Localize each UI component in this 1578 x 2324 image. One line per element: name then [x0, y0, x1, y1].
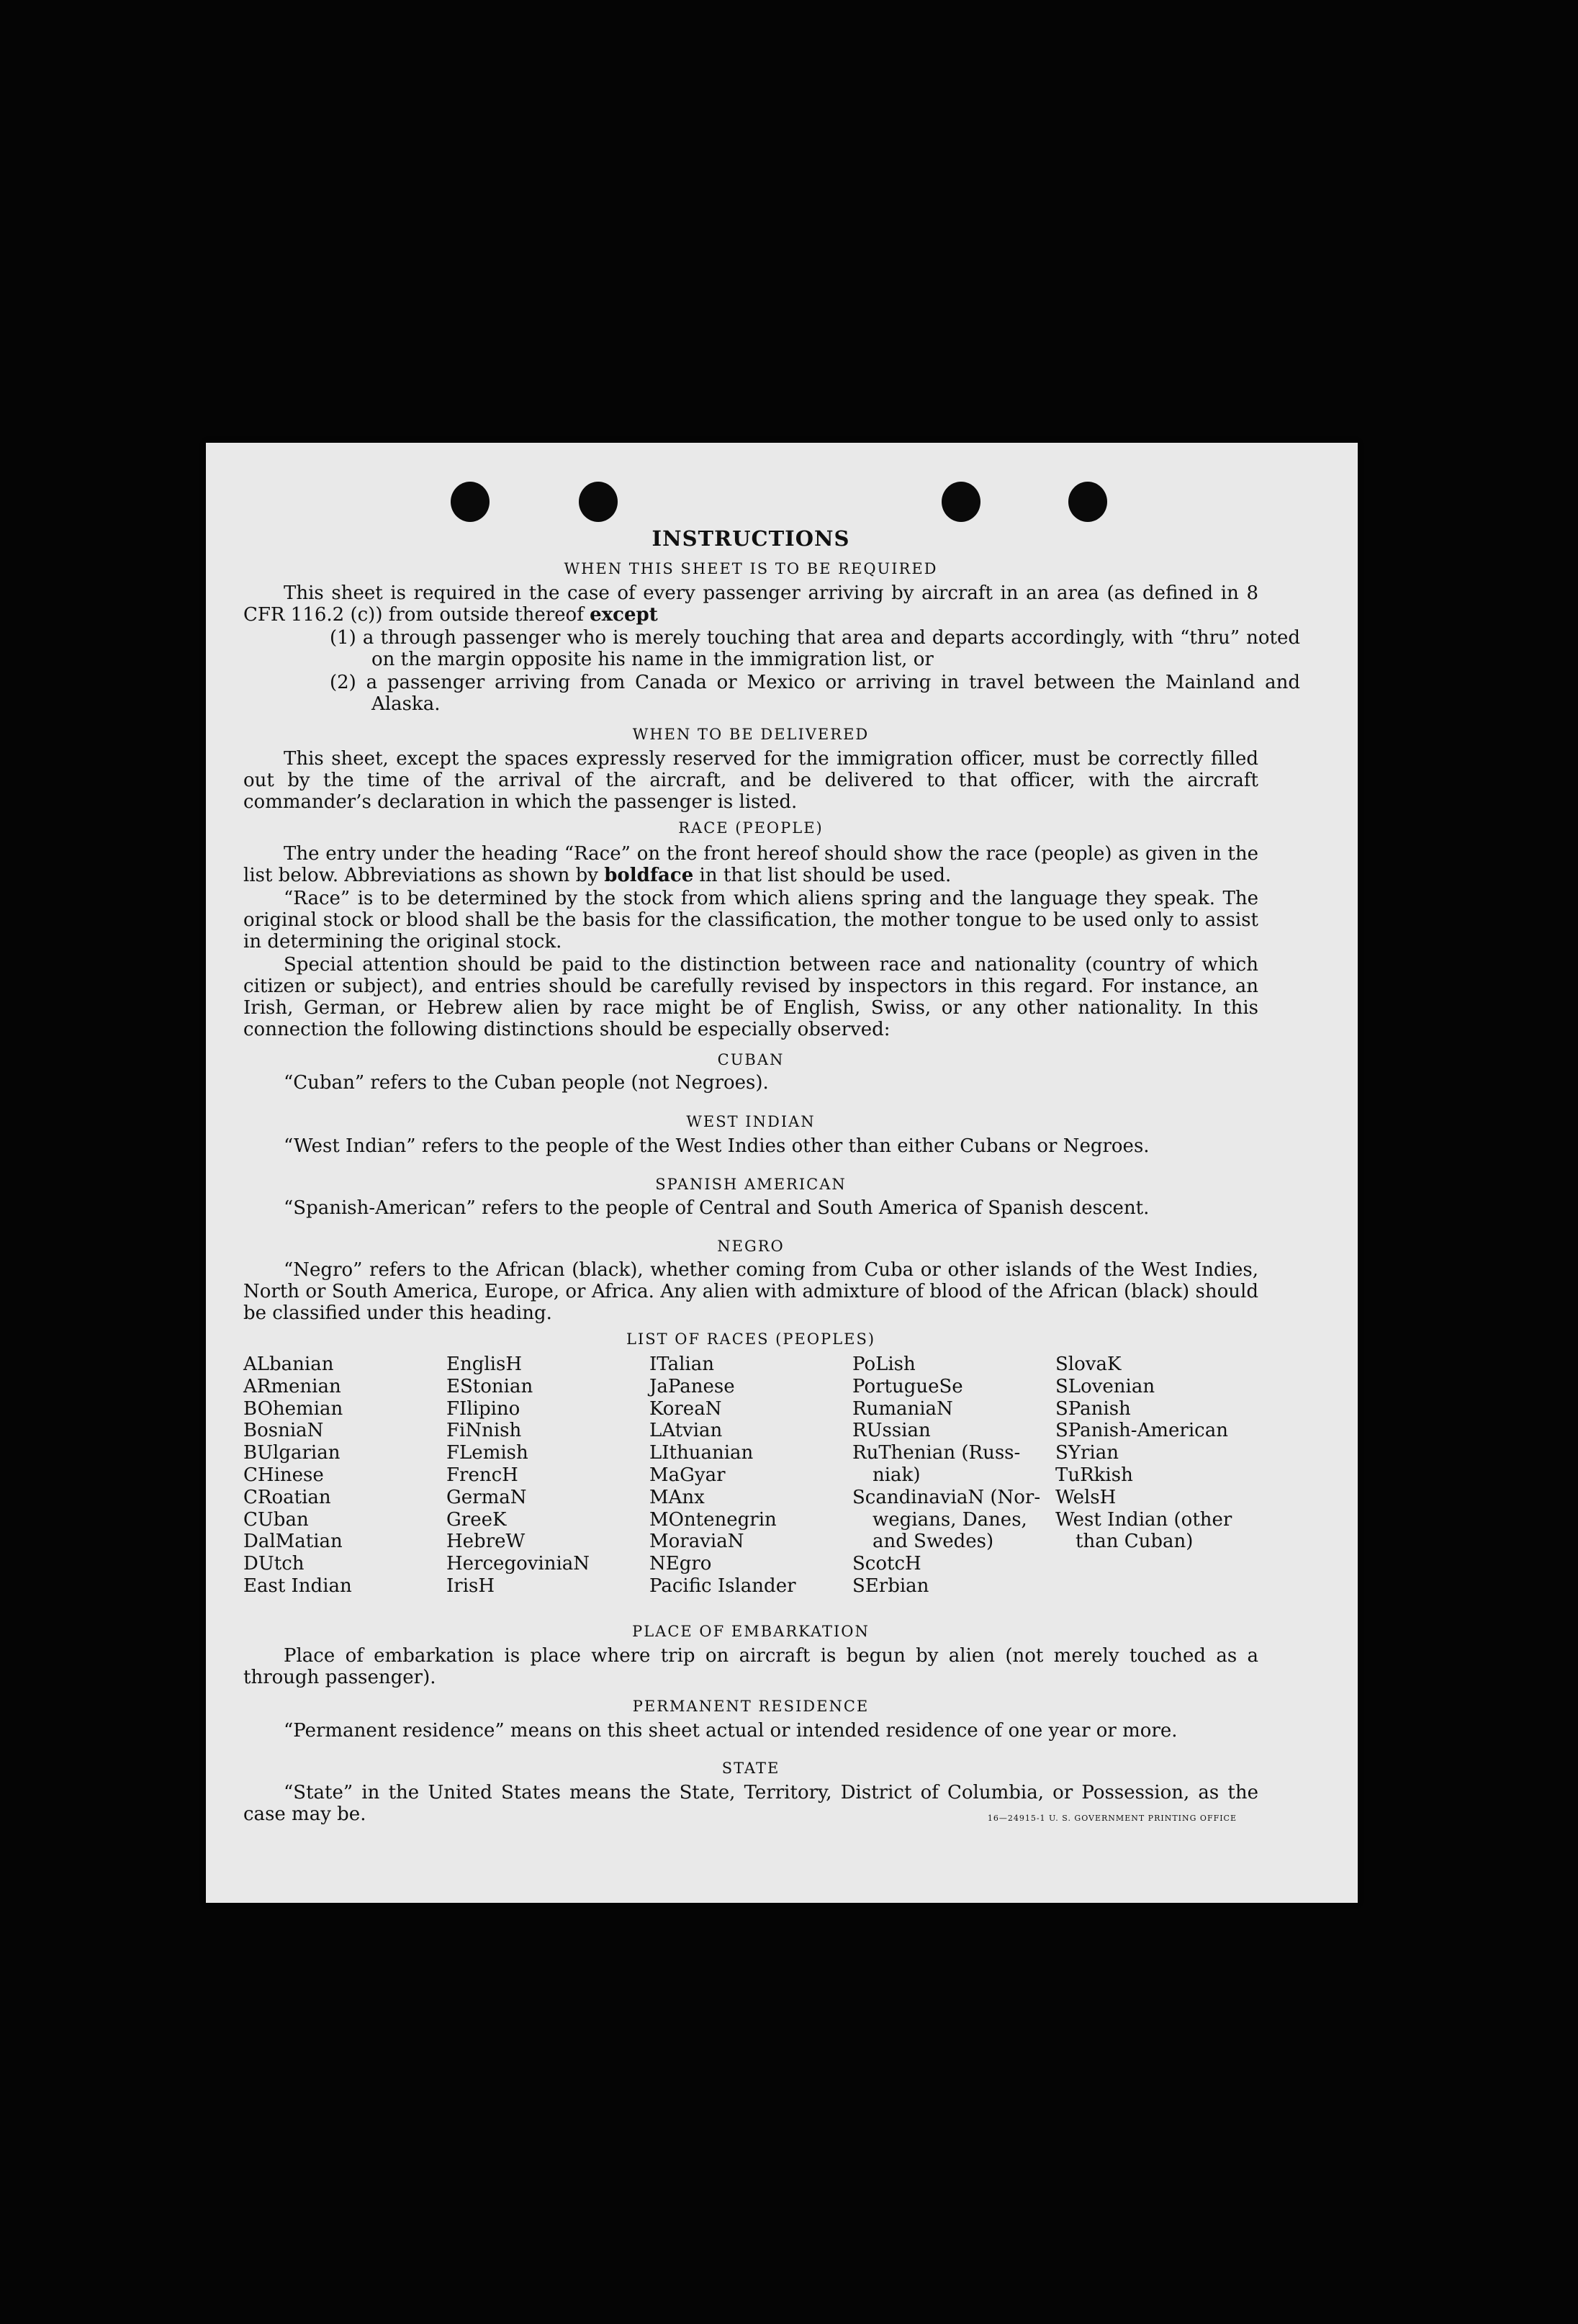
race-column: [446, 1354, 649, 1598]
race-column: [1055, 1354, 1258, 1598]
race-entry: BUlgarian: [243, 1442, 341, 1464]
race-entry: MAnx: [649, 1486, 705, 1508]
race-entry: ScotcH: [852, 1553, 921, 1575]
race-entry: MoraviaN: [649, 1531, 744, 1553]
para-when-required: This sheet is required in the case of every passenger arriving by aircraft in an area (as defined in 8 CFR 116.2 (c)) from outside thereof except: [243, 582, 1258, 626]
race-entry: CUban: [243, 1508, 309, 1531]
race-entry: than Cuban): [1076, 1531, 1194, 1553]
race-entry: PortugueSe: [852, 1375, 963, 1397]
heading-embarkation: PLACE OF EMBARKATION: [632, 1623, 870, 1640]
heading-when-delivered: WHEN TO BE DELIVERED: [632, 726, 870, 743]
race-entry: WelsH: [1055, 1486, 1117, 1508]
race-entry: ScandinaviaN (Nor-: [852, 1486, 1041, 1508]
race-entry: ALbanian: [243, 1354, 334, 1375]
heading-list-of-races: LIST OF RACES (PEOPLES): [626, 1330, 876, 1348]
exception-item-2: (2) a passenger arriving from Canada or Mexico or arriving in travel between the Mainland and Alaska.: [330, 672, 1300, 715]
race-entry: RumaniaN: [852, 1397, 953, 1420]
race-entry: SPanish: [1055, 1397, 1131, 1420]
para-negro: “Negro” refers to the African (black), whether coming from Cuba or other islands of the West Indies, North or South America, Europe, or Africa. Any alien with admixture of blood of the African (black) should be classified under this heading.: [243, 1259, 1258, 1324]
race-entry: BosniaN: [243, 1420, 324, 1442]
race-entry: LIthuanian: [649, 1442, 754, 1464]
race-entry: wegians, Danes,: [873, 1508, 1027, 1531]
race-entry: RUssian: [852, 1420, 931, 1442]
race-entry: MOntenegrin: [649, 1508, 777, 1531]
race-entry: DalMatian: [243, 1531, 343, 1553]
punch-hole: [451, 482, 490, 522]
heading-when-required: WHEN THIS SHEET IS TO BE REQUIRED: [564, 560, 938, 577]
race-entry: SLovenian: [1055, 1375, 1155, 1397]
race-entry: LAtvian: [649, 1420, 723, 1442]
race-entry: KoreaN: [649, 1397, 722, 1420]
heading-west-indian: WEST INDIAN: [686, 1113, 816, 1130]
race-entry: EnglisH: [446, 1354, 523, 1375]
race-entry: West Indian (other: [1055, 1508, 1232, 1531]
para-race-3: Special attention should be paid to the distinction between race and nationality (country of which citizen or subject), and entries should be carefully revised by inspectors in this regard. For instance, an Irish, German, or Hebrew alien by race might be of English, Swiss, or any other nationality. In this connection the following distinctions should be especially observed:: [243, 954, 1258, 1040]
heading-race: RACE (PEOPLE): [678, 819, 824, 837]
printer-code: 16—24915-1 U. S. GOVERNMENT PRINTING OFFICE: [987, 1814, 1237, 1823]
instruction-sheet: [206, 443, 1358, 1903]
race-entry: IrisH: [446, 1575, 495, 1597]
race-entry: RuThenian (Russ-: [852, 1442, 1021, 1464]
race-column: [852, 1354, 1055, 1598]
race-entry: GermaN: [446, 1486, 527, 1508]
race-entry: JaPanese: [649, 1375, 735, 1397]
race-entry: ARmenian: [243, 1375, 341, 1397]
race-entry: East Indian: [243, 1575, 352, 1597]
race-entry: SPanish-American: [1055, 1420, 1228, 1442]
para-state: “State” in the United States means the State, Territory, District of Columbia, or Possession, as the case may be.: [243, 1782, 1258, 1825]
para-embarkation: Place of embarkation is place where trip on aircraft is begun by alien (not merely touched as a through passenger).: [243, 1645, 1258, 1688]
race-entry: BOhemian: [243, 1397, 343, 1420]
race-entry: SlovaK: [1055, 1354, 1122, 1375]
race-entry: CHinese: [243, 1464, 324, 1486]
race-entry: FiNnish: [446, 1420, 522, 1442]
punch-hole: [579, 482, 618, 522]
race-entry: TuRkish: [1055, 1464, 1133, 1486]
para-when-delivered: This sheet, except the spaces expressly reserved for the immigration officer, must be correctly filled out by the time of the arrival of the aircraft, and be delivered to that officer, with the aircraft commander’s declaration in which the passenger is listed.: [243, 748, 1258, 813]
exception-item-1: (1) a through passenger who is merely touching that area and departs accordingly, with “thru” noted on the margin opposite his name in the immigration list, or: [330, 627, 1300, 670]
heading-cuban: CUBAN: [717, 1051, 785, 1068]
para-cuban: “Cuban” refers to the Cuban people (not Negroes).: [284, 1072, 769, 1094]
heading-residence: PERMANENT RESIDENCE: [632, 1698, 870, 1715]
para-west-indian: “West Indian” refers to the people of the West Indies other than either Cubans or Negroes.: [284, 1135, 1150, 1157]
para-residence: “Permanent residence” means on this sheet actual or intended residence of one year or more.: [284, 1720, 1178, 1742]
race-entry: FIlipino: [446, 1397, 520, 1420]
race-entry: GreeK: [446, 1508, 507, 1531]
para-race-1: The entry under the heading “Race” on the front hereof should show the race (people) as given in the list below. Abbreviations as shown by boldface in that list should be used.: [243, 843, 1258, 886]
para-race-2: “Race” is to be determined by the stock from which aliens spring and the language they speak. The original stock or blood shall be the basis for the classification, the mother tongue to be used only to assist in determining the original stock.: [243, 888, 1258, 952]
race-list: [243, 1354, 1258, 1598]
race-entry: Pacific Islander: [649, 1575, 796, 1597]
page-title: INSTRUCTIONS: [652, 526, 850, 551]
heading-spanish-american: SPANISH AMERICAN: [655, 1176, 847, 1193]
race-entry: niak): [873, 1464, 921, 1486]
race-entry: EStonian: [446, 1375, 533, 1397]
race-entry: HebreW: [446, 1531, 526, 1553]
race-entry: MaGyar: [649, 1464, 726, 1486]
race-entry: and Swedes): [873, 1531, 994, 1553]
para-spanish-american: “Spanish-American” refers to the people of Central and South America of Spanish descent.: [284, 1197, 1150, 1219]
race-entry: DUtch: [243, 1553, 305, 1575]
race-entry: ITalian: [649, 1354, 714, 1375]
heading-negro: NEGRO: [717, 1238, 785, 1255]
punch-hole: [1068, 482, 1107, 522]
race-entry: SErbian: [852, 1575, 929, 1597]
race-column: [649, 1354, 852, 1598]
race-column: [243, 1354, 446, 1598]
punch-hole: [942, 482, 980, 522]
race-entry: PoLish: [852, 1354, 916, 1375]
race-entry: HercegoviniaN: [446, 1553, 590, 1575]
race-entry: FrencH: [446, 1464, 518, 1486]
race-entry: NEgro: [649, 1553, 712, 1575]
race-entry: SYrian: [1055, 1442, 1119, 1464]
race-entry: CRoatian: [243, 1486, 331, 1508]
heading-state: STATE: [721, 1760, 780, 1777]
race-entry: FLemish: [446, 1442, 528, 1464]
